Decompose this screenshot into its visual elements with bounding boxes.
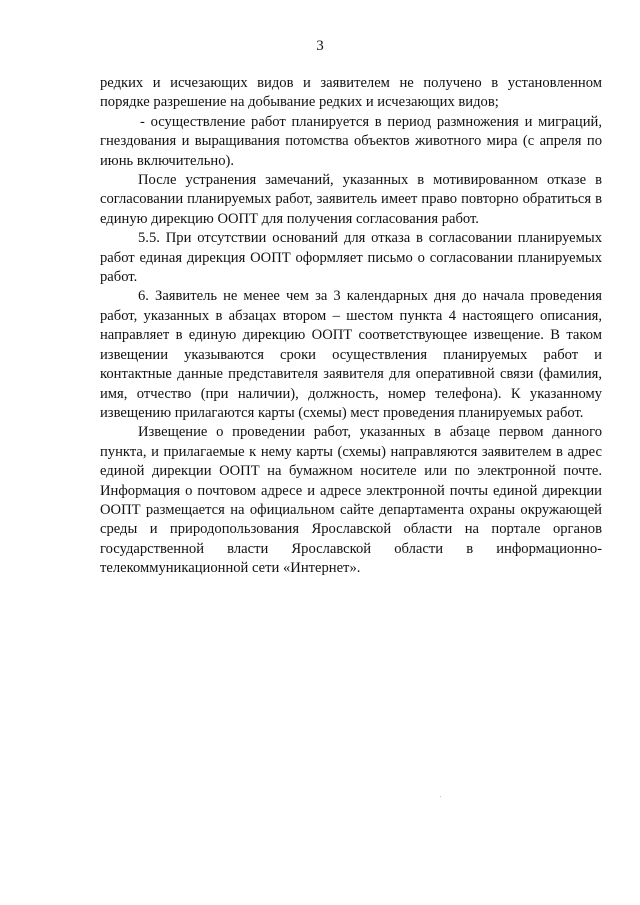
paragraph-list-item: - осуществление работ планируется в период размножения и миграций, гнездования и выращивания потомства объектов животного мира (с апреля по июнь включительно). [100, 113, 602, 169]
page-number: 3 [316, 38, 324, 54]
paragraph-notice-delivery: Извещение о проведении работ, указанных в абзаце первом данного пункта, и прилагаемые к нему карты (схемы) направляются заявителем в адрес единой дирекции ООПТ на бумажном носителе или по электронной почте. Информация о почтовом адресе и адресе электронной почты единой дирекции ООПТ размещается на официальном сайте департамента охраны окружающей среды и природопользования Ярославской области на портале органов государственной власти Ярославской области в информационно-телекоммуникационной сети «Интернет». [100, 424, 602, 577]
paragraph-after-remarks: После устранения замечаний, указанных в мотивированном отказе в согласовании планируемых работ, заявитель имеет право повторно обратиться в единую дирекцию ООПТ для получения согласования работ. [100, 172, 602, 227]
document-body [100, 74, 602, 579]
scan-speck [440, 796, 441, 797]
paragraph-clause-5-5: 5.5. При отсутствии оснований для отказа в согласовании планируемых работ единая дирекция ООПТ оформляет письмо о согласовании планируемых работ. [100, 230, 602, 286]
paragraph-continuation: редких и исчезающих видов и заявителем не получено в установленном порядке разрешение на добывание редких и исчезающих видов; [100, 75, 602, 111]
paragraph-clause-6: 6. Заявитель не менее чем за 3 календарных дня до начала проведения работ, указанных в абзацах втором – шестом пункта 4 настоящего описания, направляет в единую дирекцию ООПТ соответствующее извещение. В таком извещении указываются сроки осуществления планируемых работ и контактные данные представителя заявителя для оперативной связи (фамилия, имя, отчество (при наличии), должность, номер телефона). К указанному извещению прилагаются карты (схемы) мест проведения планируемых работ. [100, 288, 602, 421]
